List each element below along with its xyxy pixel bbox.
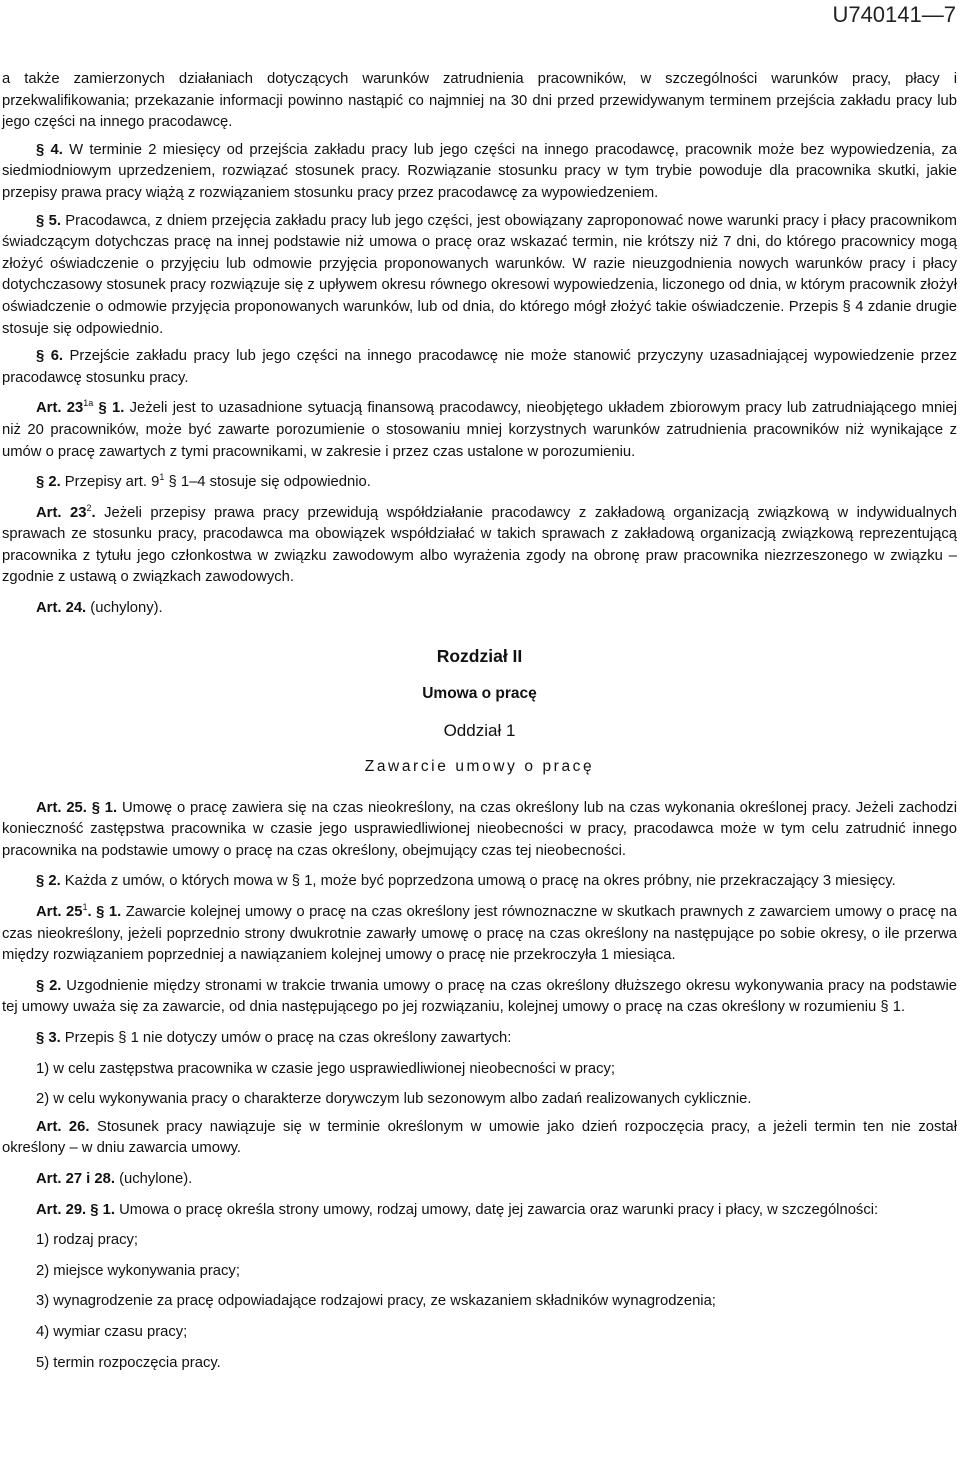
paragraph-text: Umowę o pracę zawiera się na czas nieokreślony, na czas określony lub na czas wykonania określonej pracy. Jeżeli zachodzi konieczność zastępstwa pracownika w czasie jego usprawiedliwionej nieobecności w pracy, pracodawca może w tym celu zatrudnić innego pracownika na podstawie umowy o pracę na czas określony, obejmujący czas tej nieobecności. <box>2 799 957 859</box>
article-23-2 <box>2 503 957 589</box>
paragraph-text: Przepisy art. 9 <box>60 474 160 491</box>
paragraph-text: (uchylone). <box>114 1170 193 1187</box>
article-number: Art. 27 i 28. <box>36 1170 115 1187</box>
article-27-28 <box>2 1169 957 1191</box>
list-item: 5) termin rozpoczęcia pracy. <box>36 1354 221 1371</box>
list-item: 2) miejsce wykonywania pracy; <box>36 1262 240 1279</box>
article-number: Art. 24. <box>36 600 87 617</box>
list-item: 1) rodzaj pracy; <box>36 1232 138 1249</box>
article-25-par-2 <box>2 871 957 893</box>
page-header-number: U740141—7 <box>832 2 956 27</box>
paragraph-text: Stosunek pracy nawiązuje się w terminie określonym w umowie jako dzień rozpoczęcia pracy, a jeżeli termin ten nie został określony – w dniu zawarcia umowy. <box>2 1118 958 1157</box>
article-24 <box>2 598 957 620</box>
article-superscript: 2 <box>86 502 92 513</box>
paragraph-number: § 2. <box>36 977 62 994</box>
paragraph-continuation: a także zamierzonych działaniach dotyczących warunków zatrudnienia pracowników, w szczególności warunków pracy, płacy i przekwalifikowania; przekazanie informacji powinno nastąpić co najmniej na 30 dni przed przewidywanym terminem przejścia zakładu pracy lub jego części na innego pracodawcę. <box>2 71 957 131</box>
paragraph-text: Przepis § 1 nie dotyczy umów o pracę na czas określony zawartych: <box>60 1030 512 1046</box>
list-item: 3) wynagrodzenie za pracę odpowiadające rodzajowi pracy, ze wskazaniem składników wynagrodzenia; <box>36 1293 716 1310</box>
paragraph-text: Uzgodnienie między stronami w trakcie trwania umowy o pracę na czas określony dłuższego okresu wykonywania pracy na podstawie tej umowy uważa się za zawarcie, od dnia następującego po jej rozwiązaniu, kolejnej umowy o pracę na czas określony w rozumieniu § 1. <box>2 977 957 1016</box>
paragraph-text: Jeżeli jest to uzasadnione sytuacją finansową pracodawcy, nieobjętego układem zbiorowym pracy lub zatrudniającego mniej niż 20 pracowników, może być zawarte porozumienie o stosowaniu mniej korzystnych warunków zatrudnienia pracowników niż wynikające z umów o pracę zawartych z tymi pracownikami, w zakresie i przez czas ustalone w porozumieniu. <box>2 400 957 460</box>
article-25-1-par-2 <box>2 976 957 1019</box>
paragraph-text: Pracodawca, z dniem przejęcia zakładu pracy lub jego części, jest obowiązany zaproponować nowe warunki pracy i płacy pracownikom świadczącym dotychczas pracę na innej podstawie niż umowa o pracę oraz wskazać termin, nie krótszy niż 7 dni, do którego pracownicy mogą złożyć oświadczenie o przyjęciu lub odmowie przyjęcia proponowanych warunków. W razie nieuzgodnienia nowych warunków pracy i płacy dotychczasowy stosunek pracy rozwiązuje się z upływem okresu równego okresowi wypowiedzenia, liczonego od dnia, w którym pracownik złożył oświadczenie o odmowie przyjęcia proponowanych warunków, lub od dnia, do którego mógł złożyć takie oświadczenie. Przepis § 4 zdanie drugie stosuje się odpowiednio. <box>2 212 957 337</box>
article-number: Art. 25. § 1. <box>36 799 118 816</box>
article-25-1 <box>2 902 957 967</box>
article-superscript: 1 <box>82 902 88 913</box>
paragraph-par-6 <box>2 346 957 389</box>
paragraph-number: § 2. <box>36 474 61 491</box>
paragraph-number: § 2. <box>36 873 61 890</box>
paragraph-text: (uchylony). <box>86 600 163 617</box>
article-23-1a <box>2 398 957 463</box>
article-25 <box>2 798 957 863</box>
reference-superscript: 1 <box>159 472 165 483</box>
paragraph-text: Każda z umów, o których mowa w § 1, może być poprzedzona umową o pracę na okres próbny, nie przekraczający 3 miesięcy. <box>60 873 896 890</box>
section-heading: Oddział 1 <box>443 720 516 740</box>
paragraph-text: Umowa o pracę określa strony umowy, rodzaj umowy, datę jej zawarcia oraz warunki pracy i płacy, w szczególności: <box>114 1201 879 1218</box>
article-number: Art. 23 <box>36 504 87 521</box>
paragraph-par-4 <box>2 140 957 205</box>
article-number: Art. 25 <box>36 904 83 921</box>
paragraph-par-5 <box>2 211 957 341</box>
paragraph-number: . § 1. <box>87 904 122 921</box>
paragraph-number: § 1. <box>93 400 125 417</box>
paragraph-text: Zawarcie kolejnej umowy o pracę na czas określony jest równoznaczne w skutkach prawnych z zawarciem umowy o pracę na czas nieokreślony, jeżeli poprzednio strony dwukrotnie zawarły umowę o pracę na czas określony na następujące po sobie okresy, o ile przerwa między rozwiązaniem poprzedniej a nawiązaniem kolejnej umowy o pracę nie przekroczyła 1 miesiąca. <box>2 904 958 964</box>
chapter-title: Rozdział II <box>436 645 523 666</box>
article-26 <box>2 1117 957 1160</box>
article-number: Art. 26. <box>36 1118 90 1135</box>
paragraph-number: § 3. <box>36 1030 61 1046</box>
paragraph-text: Przejście zakładu pracy lub jego części na innego pracodawcę nie może stanowić przyczyny uzasadniającej wypowiedzenie przez pracodawcę stosunku pracy. <box>2 348 957 386</box>
paragraph-number: § 6. <box>36 348 64 365</box>
list-item: 2) w celu wykonywania pracy o charakterze dorywczym lub sezonowym albo zadań realizowanych cyklicznie. <box>36 1091 752 1108</box>
article-superscript: 1a <box>83 398 94 409</box>
section-title: Zawarcie umowy o pracę <box>364 757 595 775</box>
paragraph-text: W terminie 2 miesięcy od przejścia zakładu pracy lub jego części na innego pracodawcę, pracownik może bez wypowiedzenia, za siedmiodniowym uprzedzeniem, rozwiązać stosunek pracy. Rozwiązanie stosunku pracy w tym trybie powoduje dla pracownika skutki, jakie przepisy prawa pracy wiążą z rozwiązaniem stosunku pracy przez pracodawcę za wypowiedzeniem. <box>2 141 957 201</box>
article-number: Art. 29. § 1. <box>36 1201 115 1218</box>
document-body <box>2 69 957 1374</box>
list-item: 1) w celu zastępstwa pracownika w czasie jego usprawiedliwionej nieobecności w pracy; <box>36 1060 616 1077</box>
article-25-1-par-3 <box>2 1028 957 1050</box>
paragraph-number: § 5. <box>36 212 61 229</box>
paragraph-text: Jeżeli przepisy prawa pracy przewidują współdziałanie pracodawcy z zakładową organizacją związkową w indywidualnych sprawach ze stosunku pracy, pracodawca ma obowiązek współdziałać w takich sprawach z zakładową organizacją związkową reprezentującą pracownika z tytułu jego członkostwa w związku zawodowym albo wyrażenia zgody na obronę praw pracownika niezrzeszonego w związku – zgodnie z ustawą o związkach zawodowych. <box>2 504 957 586</box>
article-number: Art. 23 <box>36 400 84 417</box>
article-23-1a-par-2 <box>2 472 957 494</box>
paragraph-text: § 1–4 stosuje się odpowiednio. <box>164 474 371 491</box>
chapter-subtitle: Umowa o pracę <box>422 684 537 702</box>
list-item: 4) wymiar czasu pracy; <box>36 1323 188 1340</box>
article-number-end: . <box>91 504 96 521</box>
paragraph-number: § 4. <box>36 141 63 158</box>
article-29 <box>2 1200 957 1222</box>
